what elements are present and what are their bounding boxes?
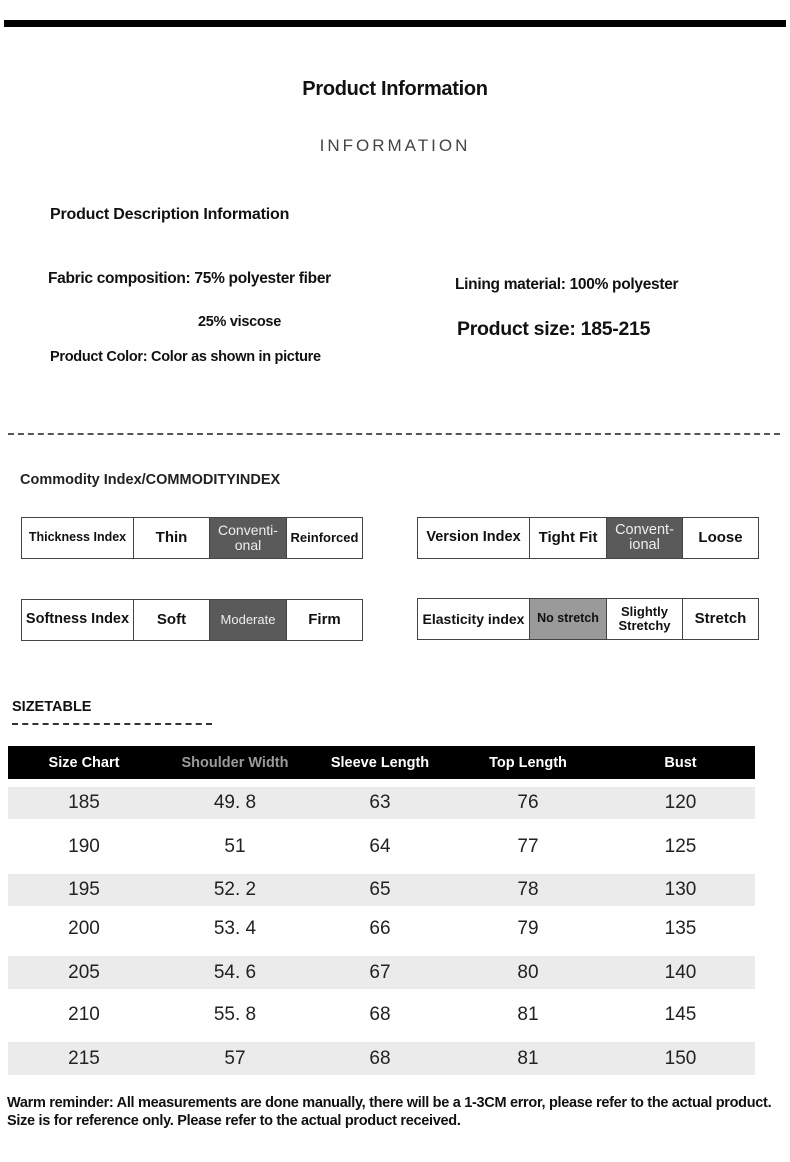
table-cell: 195 <box>68 879 100 900</box>
table-cell: 130 <box>664 879 697 900</box>
table-cell: 54. 6 <box>213 961 257 983</box>
version-index <box>417 517 759 559</box>
index-option-selected: Convent- ional <box>607 518 683 558</box>
index-label: Elasticity index <box>418 599 530 639</box>
top-divider-bar <box>4 20 786 27</box>
elasticity-index <box>417 598 759 640</box>
column-header: Size Chart <box>48 754 120 771</box>
table-cell: 66 <box>369 917 391 939</box>
table-cell: 205 <box>68 961 100 983</box>
table-cell: 65 <box>369 879 391 900</box>
table-row <box>8 824 755 869</box>
index-option: Soft <box>134 600 210 640</box>
index-option: Slightly Stretchy <box>607 599 683 639</box>
index-option: Tight Fit <box>530 518 607 558</box>
table-cell: 80 <box>517 961 539 983</box>
index-option: Thin <box>134 518 210 558</box>
index-label: Softness Index <box>22 600 134 640</box>
table-cell: 140 <box>664 961 697 983</box>
warm-reminder: Warm reminder: All measurements are done manually, there will be a 1-3CM error, please refer to the actual product. Size is for reference only. Please refer to the actual product received. <box>7 1095 772 1129</box>
thickness-index <box>21 517 363 559</box>
column-header: Top Length <box>489 754 567 771</box>
table-cell: 51 <box>224 835 246 857</box>
table-header <box>8 746 755 779</box>
table-cell: 81 <box>517 1004 539 1025</box>
table-cell: 125 <box>664 835 697 857</box>
viscose-composition: 25% viscose <box>198 314 281 330</box>
index-option-selected: No stretch <box>530 599 607 639</box>
index-option-selected: Conventi- onal <box>210 518 287 558</box>
size-table-underline <box>12 723 212 725</box>
table-row <box>8 906 755 951</box>
table-cell: 67 <box>369 961 391 983</box>
index-option: Reinforced <box>290 530 359 546</box>
size-table-heading: SIZETABLE <box>12 699 92 715</box>
commodity-index-heading: Commodity Index/COMMODITYINDEX <box>20 472 281 488</box>
table-cell: 76 <box>517 792 539 813</box>
softness-index <box>21 599 363 641</box>
table-cell: 79 <box>517 917 539 939</box>
fabric-composition: Fabric composition: 75% polyester fiber <box>48 270 331 287</box>
table-cell: 55. 8 <box>213 1004 257 1025</box>
size-table <box>8 746 755 1075</box>
page-subtitle: INFORMATION <box>319 136 471 155</box>
page-title: Product Information <box>302 78 488 100</box>
table-cell: 200 <box>68 917 100 939</box>
index-label: Thickness Index <box>22 518 134 558</box>
table-cell: 68 <box>369 1004 391 1025</box>
table-row <box>8 993 755 1037</box>
table-cell: 77 <box>517 835 539 857</box>
table-cell: 135 <box>664 917 697 939</box>
table-cell: 145 <box>664 1004 697 1025</box>
table-cell: 190 <box>68 835 100 857</box>
column-header: Shoulder Width <box>181 754 289 771</box>
lining-material: Lining material: 100% polyester <box>455 276 679 293</box>
description-heading: Product Description Information <box>50 206 290 223</box>
index-option: Stretch <box>694 610 747 628</box>
table-cell: 64 <box>369 835 391 857</box>
column-header: Sleeve Length <box>330 754 430 771</box>
index-option: Firm <box>308 611 341 629</box>
table-cell: 215 <box>68 1047 100 1069</box>
index-option: Loose <box>698 529 743 547</box>
table-row <box>8 1042 755 1075</box>
table-row <box>8 956 755 989</box>
table-cell: 150 <box>664 1047 697 1069</box>
table-cell: 63 <box>369 792 391 813</box>
product-size: Product size: 185-215 <box>457 318 651 340</box>
table-cell: 52. 2 <box>213 879 257 900</box>
table-cell: 81 <box>517 1047 539 1069</box>
table-cell: 120 <box>664 792 697 813</box>
table-cell: 185 <box>68 792 100 813</box>
table-cell: 210 <box>68 1004 100 1025</box>
table-cell: 49. 8 <box>213 792 257 813</box>
table-cell: 53. 4 <box>213 917 257 939</box>
table-row <box>8 787 755 819</box>
table-cell: 68 <box>369 1047 391 1069</box>
table-cell: 57 <box>224 1047 246 1069</box>
table-row <box>8 874 755 906</box>
table-cell: 78 <box>517 879 539 900</box>
product-color: Product Color: Color as shown in picture <box>50 349 321 365</box>
index-label: Version Index <box>418 518 530 558</box>
column-header: Bust <box>664 754 697 771</box>
section-divider <box>8 433 780 435</box>
index-option-selected: Moderate <box>210 600 287 640</box>
